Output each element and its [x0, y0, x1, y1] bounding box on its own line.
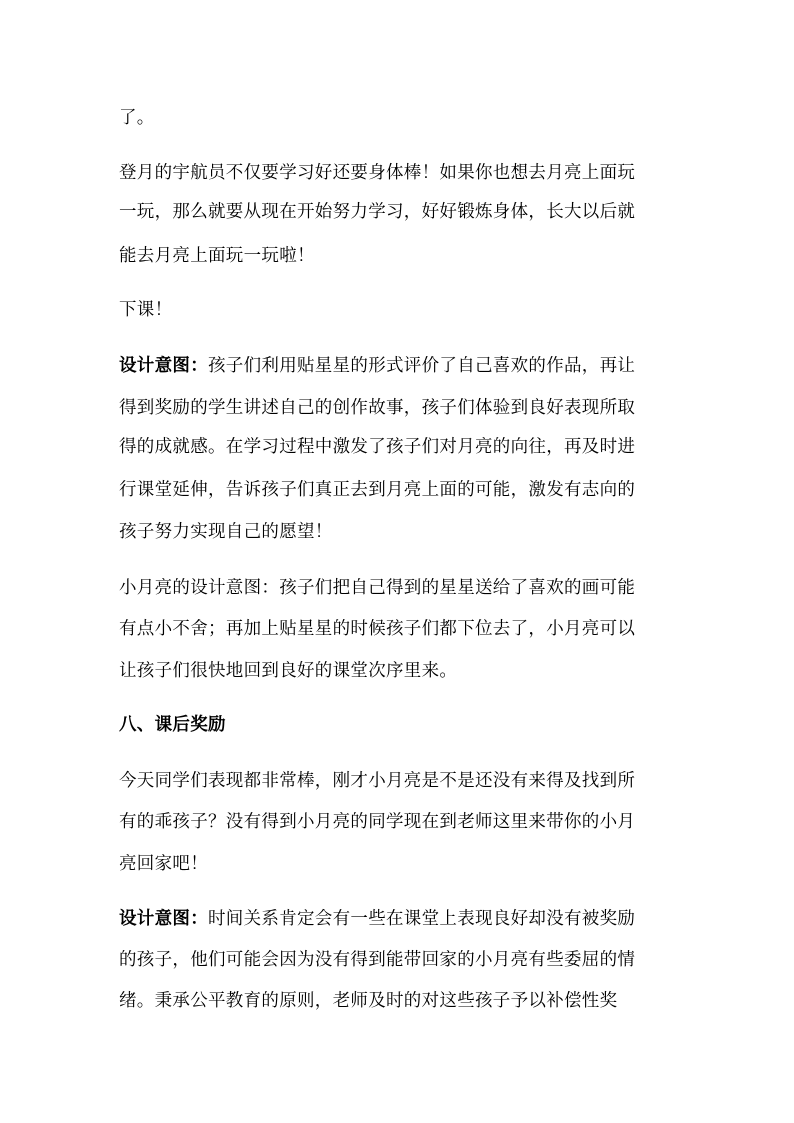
paragraph-line: 一玩，那么就要从现在开始努力学习，好好锻炼身体，长大以后就	[119, 202, 636, 222]
paragraph-text: 时间关系肯定会有一些在课堂上表现良好却没有被奖励	[208, 909, 636, 929]
paragraph-line: 能去月亮上面玩一玩啦！	[119, 246, 315, 266]
paragraph-line	[119, 907, 635, 931]
paragraph-line: 孩子努力实现自己的愿望！	[119, 522, 333, 542]
design-intent-label: 设计意图：	[119, 909, 208, 929]
paragraph-line: 的孩子，他们可能会因为没有得到能带回家的小月亮有些委屈的情	[119, 950, 636, 970]
paragraph-line: 下课！	[119, 300, 173, 320]
paragraph-line: 小月亮的设计意图：孩子们把自己得到的星星送给了喜欢的画可能	[119, 578, 636, 598]
paragraph-line	[119, 354, 635, 378]
paragraph-line: 得到奖励的学生讲述自己的创作故事，孩子们体验到良好表现所取	[119, 398, 636, 418]
paragraph-line: 登月的宇航员不仅要学习好还要身体棒！如果你也想去月亮上面玩	[119, 163, 636, 183]
paragraph-line: 行课堂延伸，告诉孩子们真正去到月亮上面的可能，激发有志向的	[119, 480, 636, 500]
paragraph-line: 今天同学们表现都非常棒，刚才小月亮是不是还没有来得及找到所	[119, 771, 636, 791]
paragraph-line: 绪。秉承公平教育的原则，老师及时的对这些孩子予以补偿性奖	[119, 991, 618, 1011]
paragraph-line: 有点小不舍；再加上贴星星的时候孩子们都下位去了，小月亮可以	[119, 619, 636, 639]
paragraph-text: 孩子们利用贴星星的形式评价了自己喜欢的作品，再让	[208, 356, 636, 376]
paragraph-line: 让孩子们很快地回到良好的课堂次序里来。	[119, 661, 458, 681]
paragraph-line: 亮回家吧！	[119, 854, 208, 874]
paragraph-line: 有的乖孩子？没有得到小月亮的同学现在到老师这里来带你的小月	[119, 812, 636, 832]
section-heading: 八、课后奖励	[119, 715, 226, 735]
paragraph-line: 了。	[119, 108, 155, 128]
design-intent-label: 设计意图：	[119, 356, 208, 376]
paragraph-line: 得的成就感。在学习过程中激发了孩子们对月亮的向往，再及时进	[119, 437, 636, 457]
